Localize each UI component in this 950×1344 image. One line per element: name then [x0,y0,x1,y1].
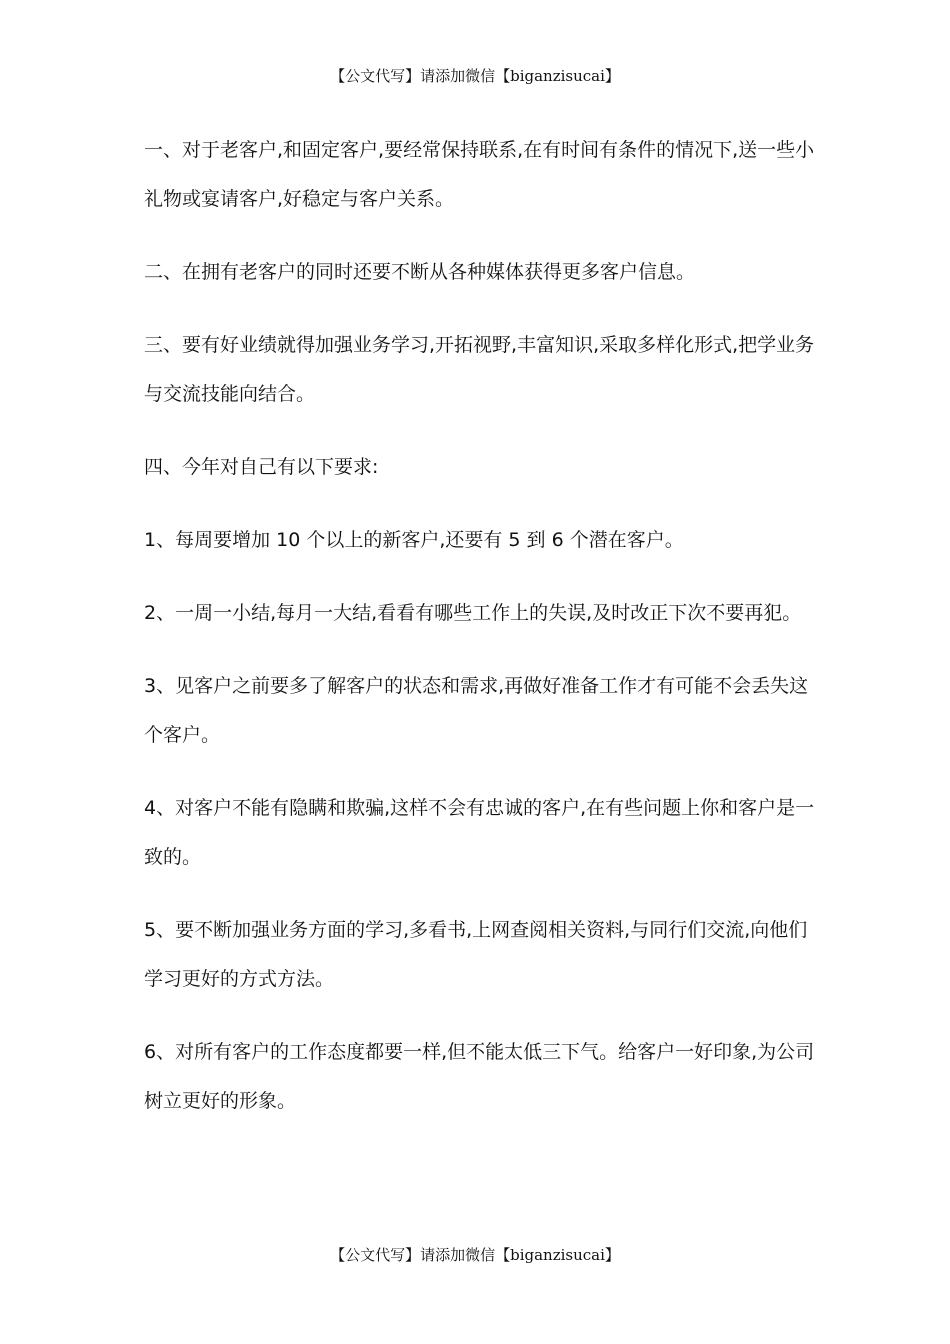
page-footer: 【公文代写】请添加微信【biganzisucai】 [330,1246,620,1264]
paragraph-customer-info: 二、在拥有老客户的同时还要不断从各种媒体获得更多客户信息。 [144,261,696,283]
paragraph-item-6: 6、对所有客户的工作态度都要一样,但不能太低三下气。给客户一好印象,为公司树立更好的形象。 [144,1041,815,1112]
paragraph-customer-maintenance: 一、对于老客户,和固定客户,要经常保持联系,在有时间有条件的情况下,送一些小礼物或宴请客户,好稳定与客户关系。 [144,139,815,210]
paragraph-item-3: 3、见客户之前要多了解客户的状态和需求,再做好准备工作才有可能不会丢失这个客户。 [144,675,809,746]
paragraph-business-learning: 三、要有好业绩就得加强业务学习,开拓视野,丰富知识,采取多样化形式,把学业务与交流技能向结合。 [144,334,815,405]
paragraph-item-1: 1、每周要增加 10 个以上的新客户,还要有 5 到 6 个潜在客户。 [144,529,684,551]
document-body [144,126,824,1150]
paragraph-item-5: 5、要不断加强业务方面的学习,多看书,上网查阅相关资料,与同行们交流,向他们学习更好的方式方法。 [144,919,808,990]
page-header: 【公文代写】请添加微信【biganzisucai】 [330,67,620,85]
paragraph-item-4: 4、对客户不能有隐瞒和欺骗,这样不会有忠诚的客户,在有些问题上你和客户是一致的。 [144,797,815,868]
paragraph-item-2: 2、一周一小结,每月一大结,看看有哪些工作上的失误,及时改正下次不要再犯。 [144,602,802,624]
paragraph-requirements-heading: 四、今年对自己有以下要求: [144,456,379,478]
